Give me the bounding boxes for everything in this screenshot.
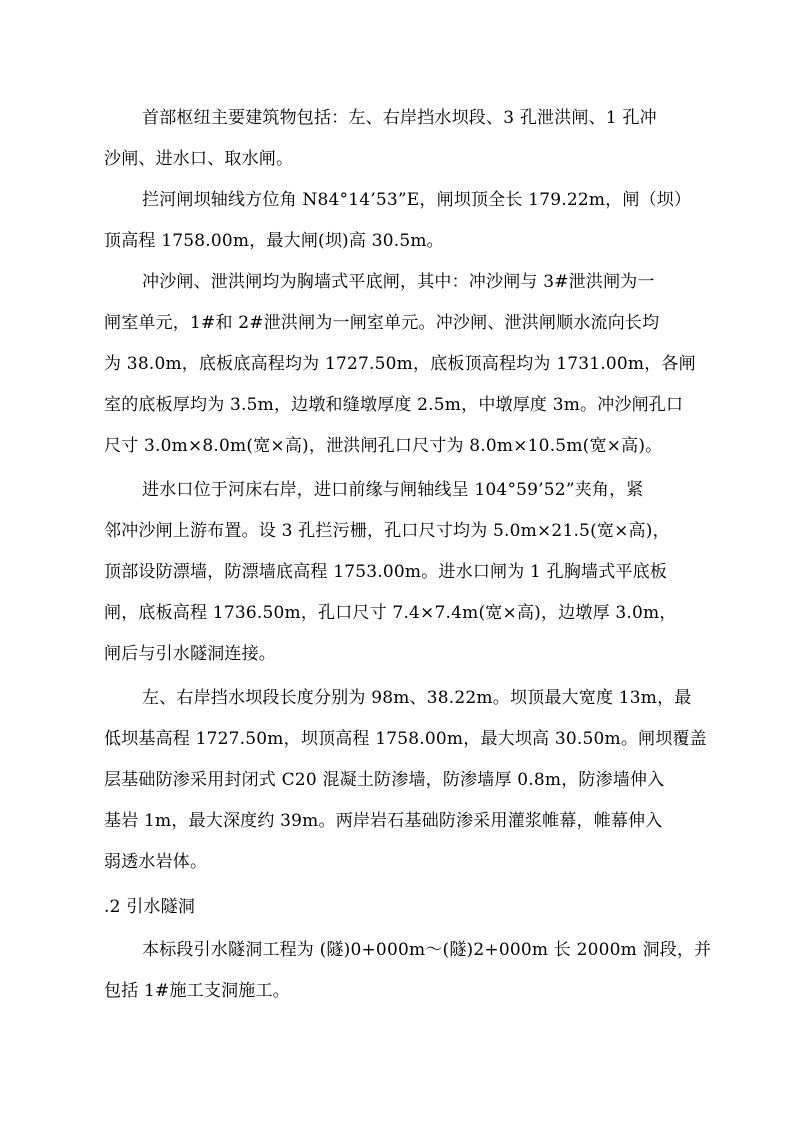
paragraph-4-line-5: 闸后与引水隧洞连接。 <box>104 644 276 664</box>
paragraph-2-line-2: 顶高程 1758.00m，最大闸(坝)高 30.5m。 <box>104 231 444 251</box>
paragraph-3-line-4: 室的底板厚均为 3.5m，边墩和缝墩厚度 2.5m，中墩厚度 3m。冲沙闸孔口 <box>104 395 684 415</box>
section-heading: .2 引水隧洞 <box>104 897 196 917</box>
paragraph-4-line-2: 邻冲沙闸上游布置。设 3 孔拦污栅，孔口尺寸均为 5.0m×21.5(宽×高)， <box>104 521 670 541</box>
paragraph-5-line-3: 层基础防渗采用封闭式 C20 混凝土防渗墙，防渗墙厚 0.8m，防渗墙伸入 <box>104 770 665 790</box>
paragraph-4-line-3: 顶部设防漂墙，防漂墙底高程 1753.00m。进水口闸为 1 孔胸墙式平底板 <box>104 562 668 582</box>
paragraph-5-line-5: 弱透水岩体。 <box>104 852 208 872</box>
paragraph-1-line-1: 首部枢纽主要建筑物包括：左、右岸挡水坝段、3 孔泄洪闸、1 孔冲 <box>142 108 657 128</box>
paragraph-3-line-5: 尺寸 3.0m×8.0m(宽×高)，泄洪闸孔口尺寸为 8.0m×10.5m(宽×高)。 <box>104 436 663 456</box>
paragraph-5-line-4: 基岩 1m，最大深度约 39m。两岸岩石基础防渗采用灌浆帷幕，帷幕伸入 <box>104 811 663 831</box>
paragraph-2-line-1: 拦河闸坝轴线方位角 N84°14’53”E，闸坝顶全长 179.22m，闸（坝） <box>142 190 692 210</box>
paragraph-6-line-1: 本标段引水隧洞工程为 (隧)0+000m～(隧)2+000m 长 2000m 洞段，并 <box>142 940 712 960</box>
paragraph-3-line-1: 冲沙闸、泄洪闸均为胸墙式平底闸，其中：冲沙闸与 3#泄洪闸为一 <box>142 272 655 292</box>
paragraph-5-line-1: 左、右岸挡水坝段长度分别为 98m、38.22m。坝顶最大宽度 13m，最 <box>142 688 692 708</box>
paragraph-6-line-2: 包括 1#施工支洞施工。 <box>104 981 290 1001</box>
paragraph-1-line-2: 沙闸、进水口、取水闸。 <box>104 149 294 169</box>
paragraph-3-line-2: 闸室单元，1#和 2#泄洪闸为一闸室单元。冲沙闸、泄洪闸顺水流向长均 <box>104 313 660 333</box>
paragraph-5-line-2: 低坝基高程 1727.50m，坝顶高程 1758.00m，最大坝高 30.50m。闸坝覆盖 <box>104 729 707 749</box>
paragraph-4-line-1: 进水口位于河床右岸，进口前缘与闸轴线呈 104°59’52”夹角，紧 <box>142 480 644 500</box>
paragraph-4-line-4: 闸，底板高程 1736.50m，孔口尺寸 7.4×7.4m(宽×高)，边墩厚 3.0m， <box>104 603 677 623</box>
paragraph-3-line-3: 为 38.0m，底板底高程均为 1727.50m，底板顶高程均为 1731.00m，各闸 <box>104 354 696 374</box>
